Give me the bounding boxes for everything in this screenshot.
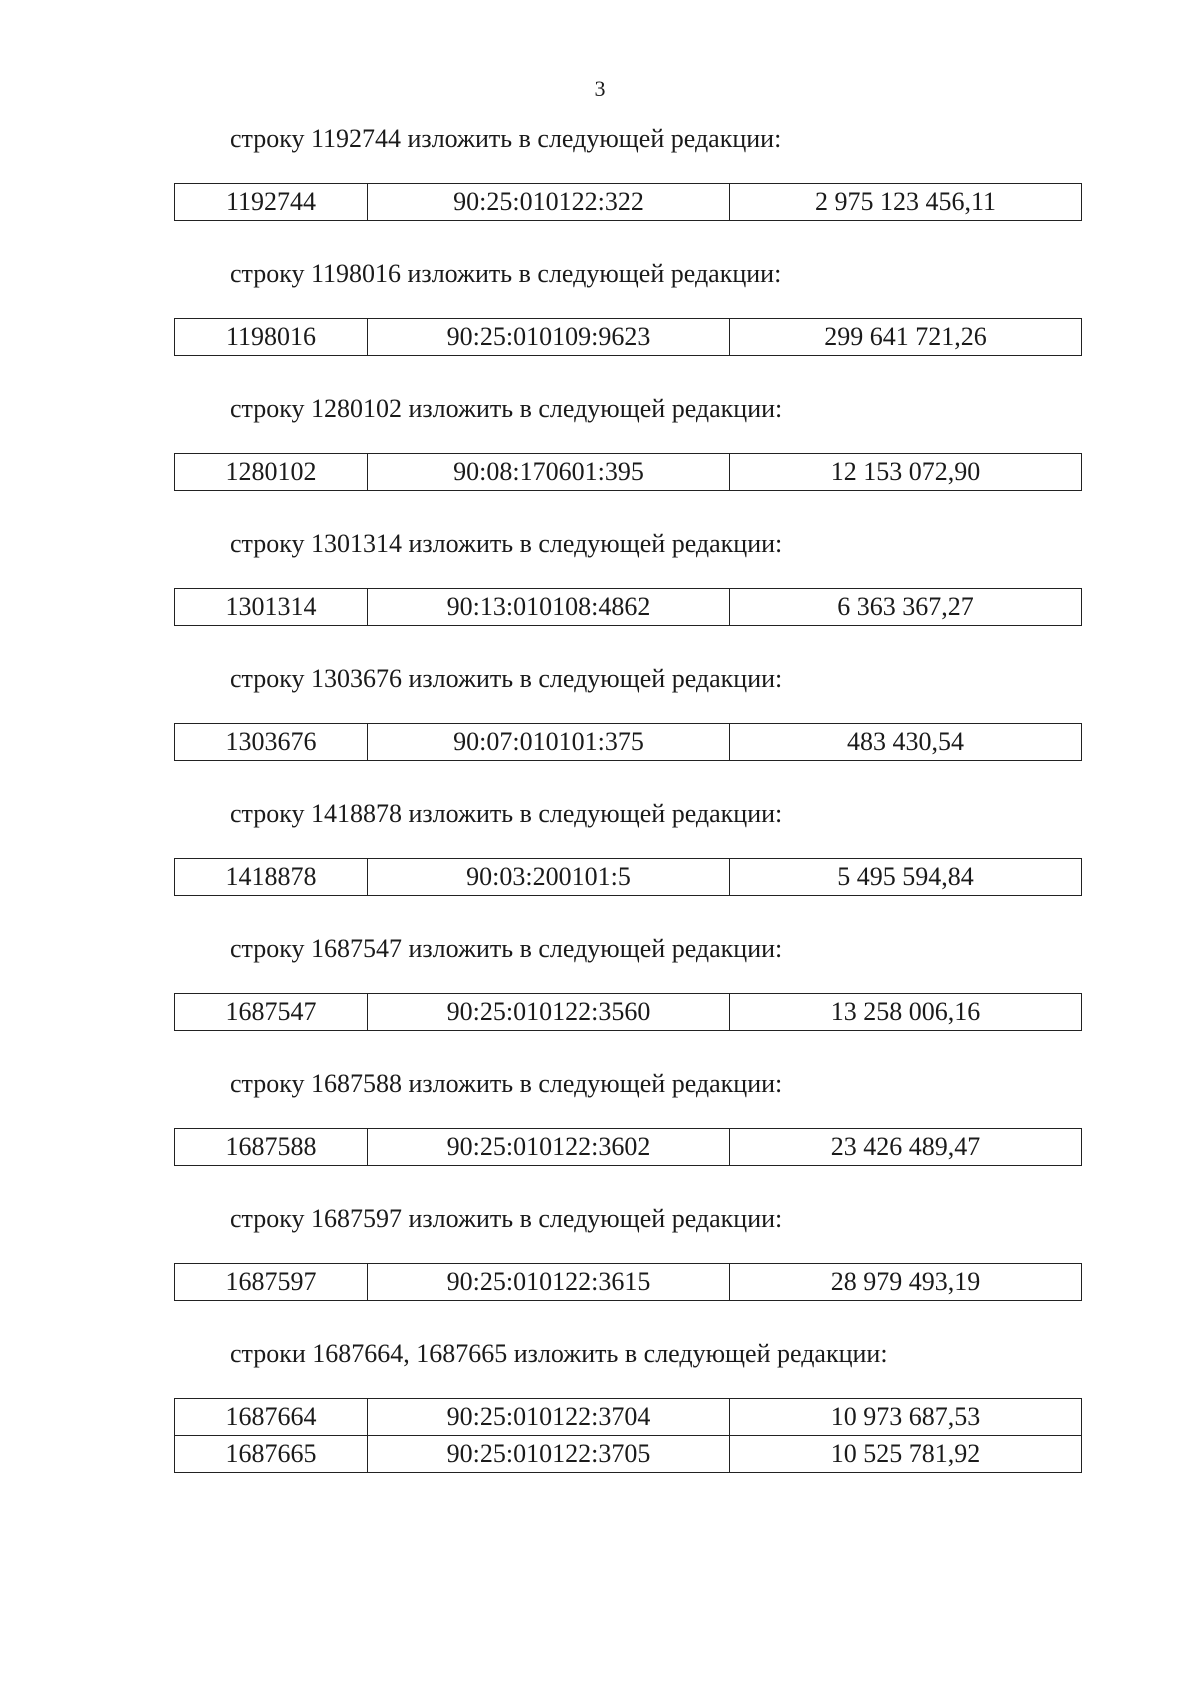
amendment-intro: строку 1303676 изложить в следующей редакции:: [230, 664, 783, 693]
row-number-cell: 1687597: [175, 1264, 368, 1301]
cadastral-value-cell: 483 430,54: [730, 724, 1082, 761]
cadastral-number-cell: 90:25:010122:3560: [368, 994, 730, 1031]
amendment-block: [0, 527, 1200, 626]
cadastral-value-cell: 5 495 594,84: [730, 859, 1082, 896]
table-row: [175, 1264, 1082, 1301]
amendment-block: [0, 1067, 1200, 1166]
row-number-cell: 1303676: [175, 724, 368, 761]
cadastral-number-cell: 90:25:010122:3602: [368, 1129, 730, 1166]
amendment-intro: строку 1687547 изложить в следующей редакции:: [230, 934, 783, 963]
table-row: [175, 319, 1082, 356]
amendment-table: [174, 723, 1082, 761]
cadastral-number-cell: 90:13:010108:4862: [368, 589, 730, 626]
cadastral-value-cell: 299 641 721,26: [730, 319, 1082, 356]
cadastral-value-cell: 10 973 687,53: [730, 1399, 1082, 1436]
cadastral-number-cell: 90:07:010101:375: [368, 724, 730, 761]
table-row: [175, 994, 1082, 1031]
amendment-intro: строку 1192744 изложить в следующей редакции:: [230, 124, 782, 153]
amendment-table: [174, 993, 1082, 1031]
cadastral-value-cell: 28 979 493,19: [730, 1264, 1082, 1301]
row-number-cell: 1418878: [175, 859, 368, 896]
amendment-block: [0, 662, 1200, 761]
amendment-block: [0, 257, 1200, 356]
amendment-intro: строку 1301314 изложить в следующей редакции:: [230, 529, 783, 558]
table-row: [175, 859, 1082, 896]
amendment-table: [174, 1398, 1082, 1473]
table-row: [175, 724, 1082, 761]
amendment-intro: строку 1198016 изложить в следующей редакции:: [230, 259, 782, 288]
cadastral-number-cell: 90:03:200101:5: [368, 859, 730, 896]
cadastral-number-cell: 90:25:010122:322: [368, 184, 730, 221]
row-number-cell: 1687547: [175, 994, 368, 1031]
row-number-cell: 1687588: [175, 1129, 368, 1166]
amendment-intro: строку 1687588 изложить в следующей редакции:: [230, 1069, 783, 1098]
cadastral-number-cell: 90:25:010122:3704: [368, 1399, 730, 1436]
amendment-table: [174, 318, 1082, 356]
amendment-block: [0, 1202, 1200, 1301]
amendment-intro: строку 1687597 изложить в следующей редакции:: [230, 1204, 783, 1233]
cadastral-value-cell: 23 426 489,47: [730, 1129, 1082, 1166]
amendment-table: [174, 588, 1082, 626]
cadastral-value-cell: 2 975 123 456,11: [730, 184, 1082, 221]
row-number-cell: 1301314: [175, 589, 368, 626]
table-row: [175, 589, 1082, 626]
cadastral-value-cell: 13 258 006,16: [730, 994, 1082, 1031]
table-row: [175, 454, 1082, 491]
amendment-intro: строку 1418878 изложить в следующей редакции:: [230, 799, 783, 828]
row-number-cell: 1192744: [175, 184, 368, 221]
amendment-table: [174, 858, 1082, 896]
cadastral-number-cell: 90:25:010122:3705: [368, 1436, 730, 1473]
cadastral-number-cell: 90:08:170601:395: [368, 454, 730, 491]
amendment-table: [174, 1128, 1082, 1166]
amendment-table: [174, 453, 1082, 491]
row-number-cell: 1687665: [175, 1436, 368, 1473]
amendment-block: [0, 122, 1200, 221]
amendment-block: [0, 797, 1200, 896]
amendment-table: [174, 1263, 1082, 1301]
cadastral-value-cell: 10 525 781,92: [730, 1436, 1082, 1473]
row-number-cell: 1687664: [175, 1399, 368, 1436]
amendment-block: [0, 932, 1200, 1031]
table-row: [175, 184, 1082, 221]
cadastral-value-cell: 6 363 367,27: [730, 589, 1082, 626]
amendment-intro: строки 1687664, 1687665 изложить в следующей редакции:: [230, 1339, 888, 1368]
amendment-block: [0, 1337, 1200, 1473]
table-row: [175, 1129, 1082, 1166]
amendment-intro: строку 1280102 изложить в следующей редакции:: [230, 394, 783, 423]
table-row: [175, 1399, 1082, 1436]
cadastral-number-cell: 90:25:010122:3615: [368, 1264, 730, 1301]
page-number: 3: [594, 76, 606, 101]
cadastral-value-cell: 12 153 072,90: [730, 454, 1082, 491]
table-row: [175, 1436, 1082, 1473]
amendment-table: [174, 183, 1082, 221]
cadastral-number-cell: 90:25:010109:9623: [368, 319, 730, 356]
amendment-block: [0, 392, 1200, 491]
document-body: [0, 122, 1200, 1509]
row-number-cell: 1198016: [175, 319, 368, 356]
row-number-cell: 1280102: [175, 454, 368, 491]
